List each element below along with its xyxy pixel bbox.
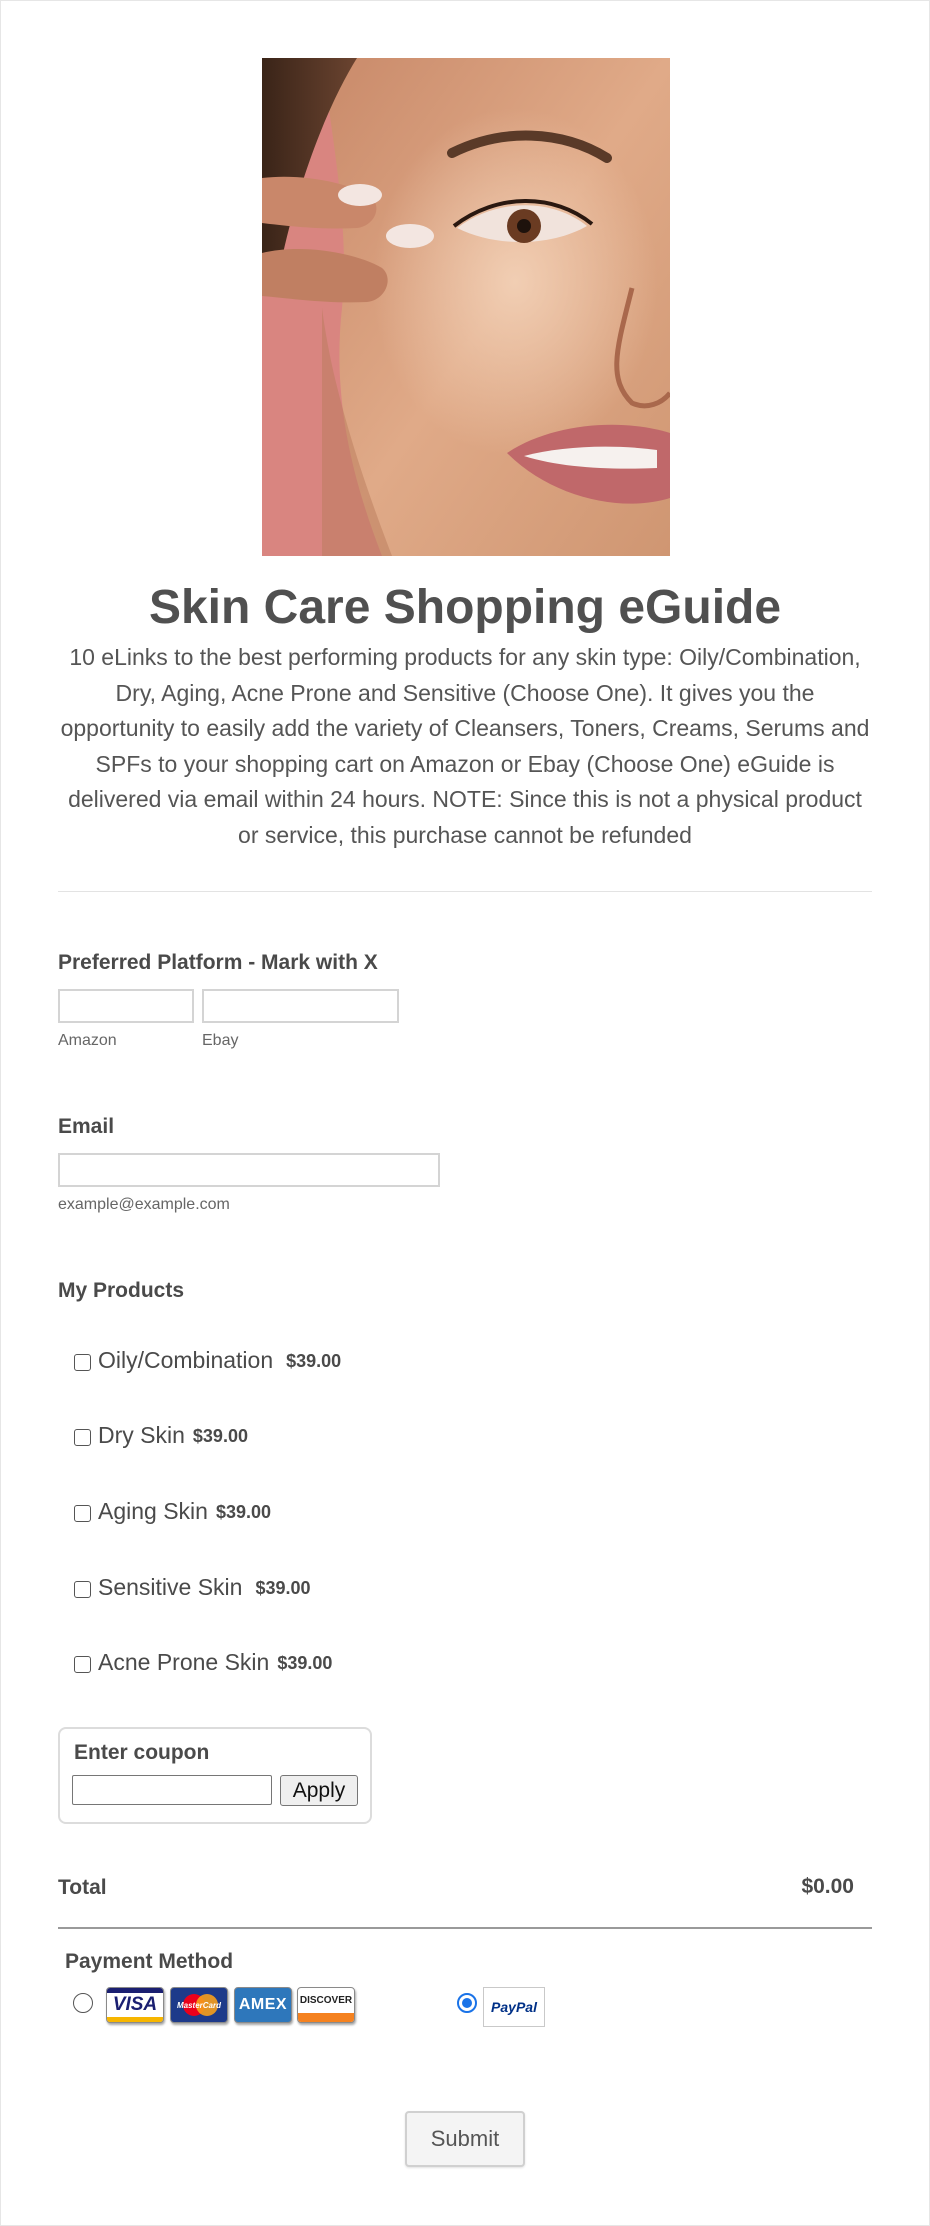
product-item-dry[interactable] (74, 1420, 248, 1450)
product-price: $39.00 (277, 1653, 333, 1673)
product-checkbox[interactable] (74, 1505, 91, 1522)
coupon-box (58, 1727, 372, 1824)
product-name: Oily/Combination (98, 1346, 274, 1373)
header-divider (58, 891, 872, 892)
product-name: Dry Skin (98, 1421, 185, 1448)
email-label: Email (58, 1115, 115, 1138)
product-item-sensitive[interactable] (74, 1572, 311, 1602)
email-input[interactable] (58, 1153, 440, 1187)
coupon-label: Enter coupon (74, 1741, 210, 1764)
product-price: $39.00 (255, 1578, 311, 1598)
mastercard-text: MasterCard (176, 2000, 221, 2010)
email-sublabel: example@example.com (58, 1196, 230, 1213)
page-title: Skin Care Shopping eGuide (148, 581, 782, 634)
product-name: Aging Skin (98, 1497, 208, 1524)
product-checkbox[interactable] (74, 1656, 91, 1673)
portrait-illustration (262, 58, 670, 556)
product-item-oily[interactable] (74, 1345, 341, 1375)
product-checkbox[interactable] (74, 1581, 91, 1598)
payment-radio-paypal[interactable] (457, 1993, 477, 2013)
discover-card-text: DISCOVER (299, 1994, 353, 2006)
apply-coupon-button[interactable]: Apply (280, 1775, 358, 1806)
discover-card-icon (297, 1987, 355, 2023)
visa-card-icon (106, 1987, 164, 2023)
total-value: $0.00 (801, 1875, 854, 1898)
page-description: 10 eLinks to the best performing products for any skin type: Oily/Combination, Dry, Aging, Acne Prone and Sensitive (Choose One). It gives you the opportunity to easily add the variety of Cleansers, Toners, Creams, Serums and SPFs to your shopping cart on Amazon or Ebay (Choose One) eGuide is delivered via email within 24 hours. NOTE: Since this is not a physical product or service, this purchase cannot be refunded (60, 644, 870, 848)
total-label: Total (58, 1876, 107, 1899)
amex-card-icon (234, 1987, 292, 2023)
submit-button[interactable]: Submit (405, 2111, 525, 2167)
product-price: $39.00 (192, 1426, 248, 1446)
visa-card-text: VISA (112, 1994, 158, 2015)
product-item-aging[interactable] (74, 1496, 271, 1526)
product-checkbox[interactable] (74, 1429, 91, 1446)
payment-method-label: Payment Method (65, 1950, 234, 1973)
coupon-input[interactable] (72, 1775, 272, 1805)
product-checkbox[interactable] (74, 1354, 91, 1371)
amazon-sublabel: Amazon (58, 1032, 117, 1049)
paypal-logo-icon (483, 1987, 545, 2027)
ebay-sublabel: Ebay (202, 1032, 239, 1049)
products-label: My Products (58, 1279, 185, 1302)
payment-radio-cards[interactable] (73, 1993, 93, 2013)
product-price: $39.00 (215, 1502, 272, 1522)
platform-label: Preferred Platform - Mark with X (58, 951, 378, 974)
mastercard-icon (170, 1987, 228, 2023)
product-name: Acne Prone Skin (98, 1648, 270, 1675)
product-price: $39.00 (286, 1351, 342, 1371)
amazon-input[interactable] (58, 989, 194, 1023)
amex-card-text: AMEX (238, 1996, 288, 2013)
product-name: Sensitive Skin (98, 1573, 243, 1600)
hero-image (262, 58, 670, 556)
product-item-acne[interactable] (74, 1647, 332, 1677)
ebay-input[interactable] (202, 989, 399, 1023)
total-divider (58, 1927, 872, 1929)
paypal-logo-text: PayPal (491, 1999, 537, 2015)
